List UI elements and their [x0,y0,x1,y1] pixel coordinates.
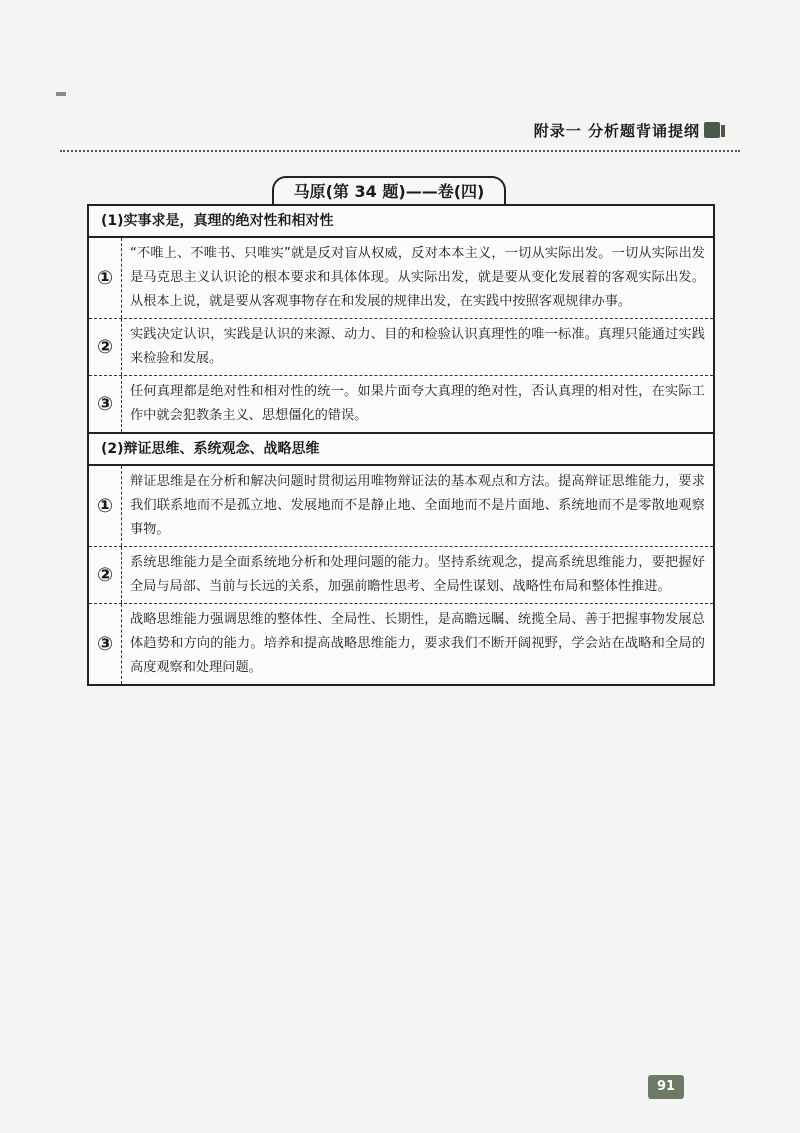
list-item [89,319,713,376]
item-text: “不唯上、不唯书、只唯实”就是反对盲从权威，反对本本主义，一切从实际出发。一切从实际出发是马克思主义认识论的根本要求和具体体现。从实际出发，就是要从变化发展着的客观实际出发。从根本上说，就是要从客观事物存在和发展的规律出发，在实践中按照客观规律办事。 [130,246,705,309]
list-item [89,238,713,319]
item-number: ① [89,466,122,546]
list-item [89,547,713,604]
item-text: 系统思维能力是全面系统地分析和处理问题的能力。坚持系统观念，提高系统思维能力，要把握好全局与局部、当前与长远的关系，加强前瞻性思考、全局性谋划、战略性布局和整体性推进。 [130,555,705,594]
item-text: 实践决定认识，实践是认识的来源、动力、目的和检验认识真理性的唯一标准。真理只能通过实践来检验和发展。 [130,327,705,366]
item-text: 辩证思维是在分析和解决问题时贯彻运用唯物辩证法的基本观点和方法。提高辩证思维能力，要求我们联系地而不是孤立地、发展地而不是静止地、全面地而不是片面地、系统地而不是零散地观察事物。 [130,474,705,537]
running-header: 附录一 分析题背诵提纲 [533,122,700,140]
list-item [89,466,713,547]
section-heading: (1)实事求是，真理的绝对性和相对性 [89,206,713,238]
list-item [89,376,713,434]
item-number: ③ [89,376,122,432]
item-text: 任何真理都是绝对性和相对性的统一。如果片面夸大真理的绝对性，否认真理的相对性，在实际工作中就会犯教条主义、思想僵化的错误。 [130,384,705,423]
header-divider [60,150,740,152]
outline-card [87,204,715,686]
header-square-icon [704,122,720,138]
list-item [89,604,713,684]
section-heading: (2)辩证思维、系统观念、战略思维 [89,434,713,466]
page-number: 91 [648,1075,684,1099]
item-number: ② [89,547,122,603]
card-title: 马原(第 34 题)——卷(四) [272,176,506,206]
item-number: ① [89,238,122,318]
corner-mark [56,92,66,96]
item-text: 战略思维能力强调思维的整体性、全局性、长期性，是高瞻远瞩、统揽全局、善于把握事物发展总体趋势和方向的能力。培养和提高战略思维能力，要求我们不断开阔视野，学会站在战略和全局的高度观察和处理问题。 [130,612,705,675]
item-number: ③ [89,604,122,684]
item-number: ② [89,319,122,375]
